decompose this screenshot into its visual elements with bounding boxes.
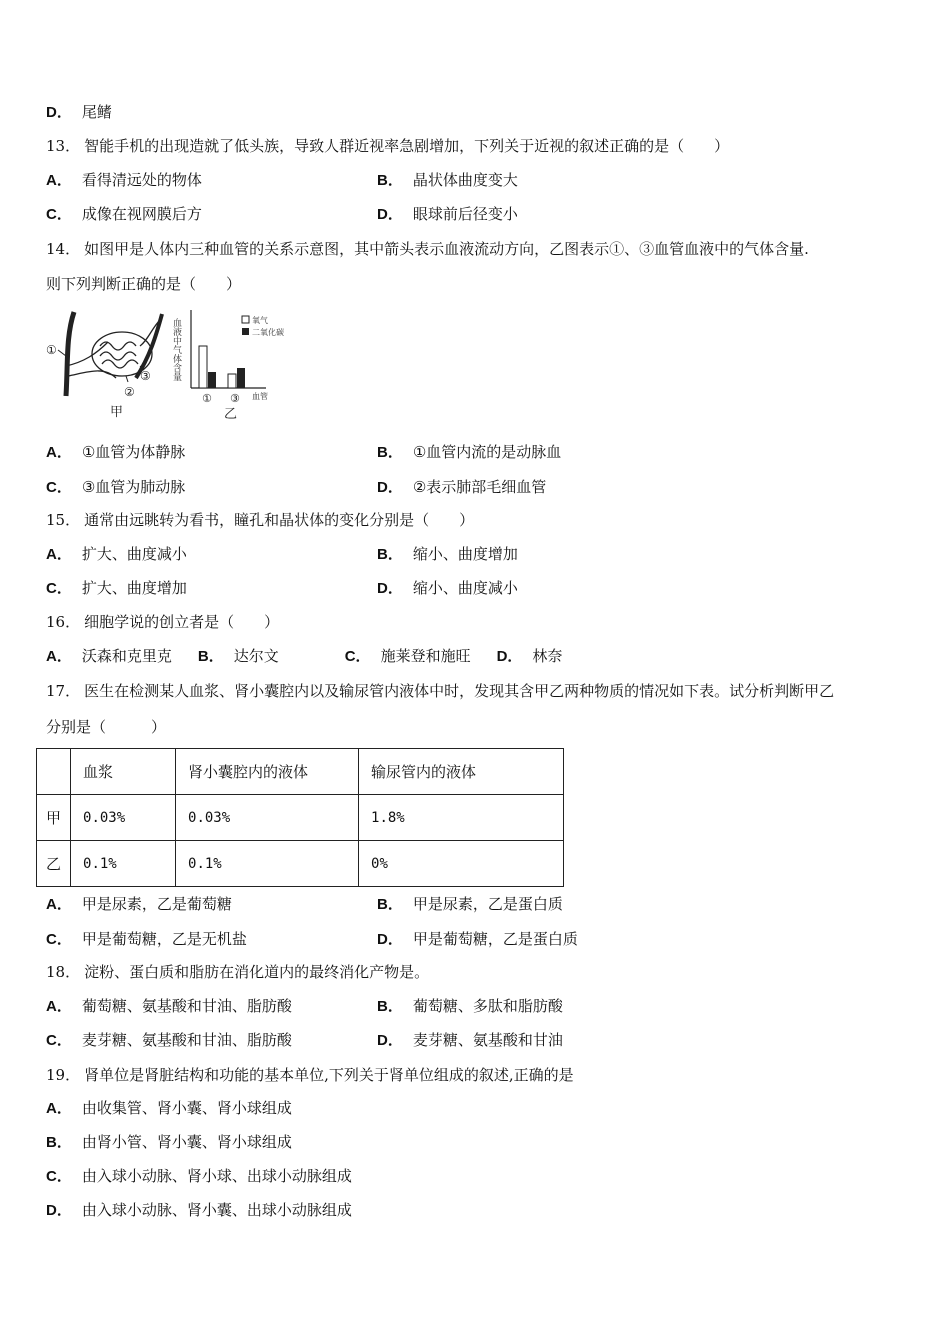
question-text: 智能手机的出现造就了低头族，导致人群近视率急剧增加，下列关于近视的叙述正确的是（ ） [84, 137, 730, 155]
option-key: C． [46, 1168, 72, 1185]
option-key: B． [377, 546, 403, 563]
legend-co2: 二氧化碳 [252, 328, 284, 337]
q16-option-b [198, 647, 279, 665]
q18-stem [46, 962, 429, 982]
question-number: 17． [46, 682, 81, 700]
question-number: 16． [46, 613, 81, 631]
q13-option-d [377, 204, 518, 225]
q17-option-d [377, 929, 578, 950]
table-row [37, 841, 564, 887]
question-text: 如图甲是人体内三种血管的关系示意图，其中箭头表示血液流动方向，乙图表示①、③血管血液中的气体含量. [84, 240, 809, 258]
q14-option-c [46, 477, 185, 498]
q14-option-d [377, 477, 546, 498]
q13-option-b [377, 170, 518, 191]
bar-1-oxygen [199, 346, 207, 388]
q19-stem [46, 1065, 574, 1085]
option-text: 扩大、曲度减小 [81, 545, 187, 563]
gas-chart [171, 310, 284, 422]
q16-option-c [345, 647, 471, 665]
option-text: 葡萄糖、氨基酸和甘油、脂肪酸 [81, 997, 292, 1015]
option-text: 看得清远处的物体 [81, 171, 202, 189]
option-text: 由肾小管、肾小囊、肾小球组成 [81, 1133, 292, 1151]
question-number: 19． [46, 1066, 81, 1084]
option-text: ③血管为肺动脉 [81, 478, 186, 496]
option-key: C． [46, 931, 72, 948]
option-text: 由入球小动脉、肾小囊、出球小动脉组成 [81, 1201, 352, 1219]
option-key: C． [46, 1032, 72, 1049]
option-text: 达尔文 [233, 647, 279, 665]
question-number: 15． [46, 511, 81, 529]
q17-table [36, 748, 564, 887]
q14-figure [44, 306, 306, 424]
q15-option-d [377, 578, 518, 599]
x-axis-label: 血管 [252, 392, 268, 401]
q16-options [46, 646, 588, 667]
question-text: 肾单位是肾脏结构和功能的基本单位,下列关于肾单位组成的叙述,正确的是 [84, 1066, 574, 1084]
table-row [37, 795, 564, 841]
legend-co2-swatch [242, 328, 249, 335]
q15-option-b [377, 544, 518, 565]
option-text: 缩小、曲度增加 [412, 545, 518, 563]
option-text: ①血管为体静脉 [81, 443, 186, 461]
option-key: B． [197, 648, 224, 665]
q18-option-c [46, 1030, 292, 1051]
question-text: 淀粉、蛋白质和脂肪在消化道内的最终消化产物是。 [84, 963, 430, 981]
question-number: 14． [46, 240, 81, 258]
option-key: C． [46, 479, 72, 496]
option-key: D． [46, 1202, 72, 1219]
q16-option-a [46, 647, 172, 665]
option-text: 由收集管、肾小囊、肾小球组成 [81, 1099, 292, 1117]
option-text: 甲是葡萄糖，乙是无机盐 [81, 930, 247, 948]
bar-3-oxygen [228, 374, 236, 388]
q17-stem-line1 [46, 681, 834, 701]
option-text: 尾鳍 [81, 103, 112, 121]
option-key: D． [496, 648, 523, 665]
q13-stem [46, 136, 729, 156]
option-key: D． [377, 206, 403, 223]
vessel-diagram [58, 312, 162, 396]
q15-option-a [46, 544, 187, 565]
option-text: ①血管内流的是动脉血 [412, 443, 562, 461]
marker-1: ① [46, 343, 57, 357]
table-cell: 1.8% [359, 795, 564, 841]
marker-3: ③ [140, 369, 151, 383]
q18-option-a [46, 996, 292, 1017]
q16-stem [46, 612, 279, 632]
option-text: 林奈 [532, 647, 563, 665]
question-number: 13． [46, 137, 81, 155]
option-key: B． [377, 444, 403, 461]
q13-option-a [46, 170, 202, 191]
option-text: 麦芽糖、氨基酸和甘油 [412, 1031, 563, 1049]
option-key: A． [46, 444, 72, 461]
question-text: 医生在检测某人血浆、肾小囊腔内以及输尿管内液体中时，发现其含甲乙两种物质的情况如下表。试分析判断甲乙 [84, 682, 835, 700]
option-key: A． [46, 172, 72, 189]
q19-option-c [46, 1166, 352, 1187]
label-jia: 甲 [110, 405, 124, 420]
option-text: 葡萄糖、多肽和脂肪酸 [412, 997, 563, 1015]
q14-stem-line1 [46, 239, 809, 259]
table-cell: 0% [359, 841, 564, 887]
option-key: B． [46, 1134, 72, 1151]
q17-stem-line2: 分别是（ ） [46, 718, 167, 736]
q15-option-c [46, 578, 187, 599]
legend-oxygen-swatch [242, 316, 249, 323]
question-number: 18． [46, 963, 81, 981]
option-text: 甲是葡萄糖，乙是蛋白质 [412, 930, 578, 948]
q12-option-d [46, 102, 112, 123]
option-key: A． [46, 546, 72, 563]
q15-stem [46, 510, 474, 530]
table-header-row [37, 749, 564, 795]
option-key: B． [377, 998, 403, 1015]
table-row-header: 甲 [37, 795, 71, 841]
option-text: 施莱登和施旺 [380, 647, 471, 665]
q14-option-b [377, 442, 561, 463]
option-key: C． [344, 648, 371, 665]
option-key: A． [46, 1100, 72, 1117]
q19-option-a [46, 1098, 292, 1119]
table-header-cell: 血浆 [71, 749, 176, 795]
marker-2: ② [124, 385, 135, 399]
label-yi: 乙 [224, 407, 238, 422]
option-text: 缩小、曲度减小 [412, 579, 518, 597]
table-header-cell: 肾小囊腔内的液体 [176, 749, 359, 795]
q13-option-c [46, 204, 202, 225]
q14-option-a [46, 442, 185, 463]
option-key: D． [377, 580, 403, 597]
legend-oxygen: 氧气 [252, 316, 268, 325]
q19-option-b [46, 1132, 292, 1153]
option-text: 沃森和克里克 [81, 647, 172, 665]
table-cell: 0.03% [176, 795, 359, 841]
table-header-cell: 输尿管内的液体 [359, 749, 564, 795]
option-text: 麦芽糖、氨基酸和甘油、脂肪酸 [81, 1031, 292, 1049]
q14-stem-line2: 则下列判断正确的是（ ） [46, 275, 242, 293]
option-key: A． [46, 896, 72, 913]
option-key: C． [46, 580, 72, 597]
q17-option-a [46, 894, 232, 915]
option-text: ②表示肺部毛细血管 [412, 478, 547, 496]
option-text: 成像在视网膜后方 [81, 205, 202, 223]
bar-1-co2 [208, 372, 216, 388]
table-cell: 0.1% [71, 841, 176, 887]
x-tick-1: ① [202, 392, 212, 405]
option-key: A． [46, 998, 72, 1015]
option-key: D． [46, 104, 72, 121]
option-key: A． [46, 648, 72, 665]
option-key: D． [377, 479, 403, 496]
y-axis-label: 血液中气体含量 [171, 318, 181, 381]
option-text: 由入球小动脉、肾小球、出球小动脉组成 [81, 1167, 352, 1185]
q19-option-d [46, 1200, 352, 1221]
option-text: 扩大、曲度增加 [81, 579, 187, 597]
q17-option-b [377, 894, 563, 915]
question-text: 通常由远眺转为看书，瞳孔和晶状体的变化分别是（ ） [84, 511, 475, 529]
option-text: 眼球前后径变小 [412, 205, 518, 223]
table-cell: 0.1% [176, 841, 359, 887]
option-text: 晶状体曲度变大 [412, 171, 518, 189]
question-text: 细胞学说的创立者是（ ） [84, 613, 280, 631]
q18-option-d [377, 1030, 563, 1051]
q18-option-b [377, 996, 563, 1017]
q16-option-d [497, 647, 563, 665]
table-row-header: 乙 [37, 841, 71, 887]
table-header-cell [37, 749, 71, 795]
option-key: D． [377, 1032, 403, 1049]
option-text: 甲是尿素，乙是蛋白质 [412, 895, 563, 913]
option-key: C． [46, 206, 72, 223]
option-key: B． [377, 172, 403, 189]
q17-option-c [46, 929, 247, 950]
table-cell: 0.03% [71, 795, 176, 841]
option-text: 甲是尿素，乙是葡萄糖 [81, 895, 232, 913]
option-key: B． [377, 896, 403, 913]
x-tick-3: ③ [230, 392, 240, 405]
bar-3-co2 [237, 368, 245, 388]
option-key: D． [377, 931, 403, 948]
